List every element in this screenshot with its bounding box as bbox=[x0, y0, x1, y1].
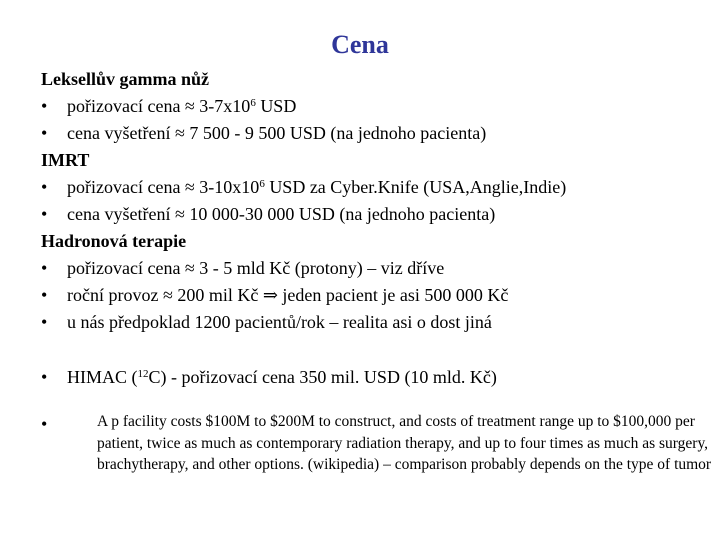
item-text-suffix: C) - pořizovací cena 350 mil. USD (10 mld. Kč) bbox=[148, 367, 497, 387]
item-text: pořizovací cena ≈ 3 - 5 mld Kč (protony) – viz dříve bbox=[67, 258, 445, 278]
list-item bbox=[41, 309, 711, 336]
bullet: • bbox=[41, 312, 48, 332]
exponent: 6 bbox=[259, 178, 265, 190]
item-text: cena vyšetření ≈ 7 500 - 9 500 USD (na jednoho pacienta) bbox=[67, 123, 487, 143]
list-item bbox=[41, 174, 711, 201]
list-item bbox=[41, 255, 711, 282]
bullet: • bbox=[41, 204, 48, 224]
item-text: roční provoz ≈ 200 mil Kč ⇒ jeden pacient je asi 500 000 Kč bbox=[67, 285, 509, 305]
bullet: • bbox=[41, 123, 48, 143]
list-item bbox=[41, 201, 711, 228]
item-text: cena vyšetření ≈ 10 000-30 000 USD (na jednoho pacienta) bbox=[67, 204, 496, 224]
bullet: • bbox=[41, 177, 48, 197]
slide-content bbox=[41, 66, 711, 476]
isotope-mass-number: 12 bbox=[137, 368, 149, 380]
exponent: 6 bbox=[250, 97, 256, 109]
item-text: HIMAC ( bbox=[67, 367, 138, 387]
item-text: A p facility costs $100M to $200M to construct, and costs of treatment range up to $100,000 per patient, twice as much as contemporary radiation therapy, and up to four times as much as surgery, brachytherapy, and other options. (wikipedia) – comparison probably depends on the type of tumor bbox=[97, 413, 712, 473]
bullet: • bbox=[41, 367, 48, 387]
list-item-himac bbox=[41, 364, 711, 391]
section-heading-imrt: IMRT bbox=[41, 150, 90, 170]
section-heading-hadron-therapy: Hadronová terapie bbox=[41, 231, 187, 251]
list-item-proton-cost-note bbox=[41, 411, 711, 476]
section-heading-gamma-knife: Leksellův gamma nůž bbox=[41, 69, 210, 89]
list-item bbox=[41, 282, 711, 309]
item-text-suffix: USD bbox=[255, 96, 297, 116]
slide-title: Cena bbox=[331, 30, 389, 59]
bullet: • bbox=[41, 285, 48, 305]
bullet: • bbox=[41, 96, 48, 116]
item-text-suffix: USD za Cyber.Knife (USA,Anglie,Indie) bbox=[264, 177, 567, 197]
bullet: • bbox=[41, 258, 48, 278]
bullet: • bbox=[41, 414, 48, 434]
list-item bbox=[41, 120, 711, 147]
item-text: u nás předpoklad 1200 pacientů/rok – realita asi o dost jiná bbox=[67, 312, 492, 332]
item-text: pořizovací cena ≈ 3-7x10 bbox=[67, 96, 251, 116]
list-item bbox=[41, 93, 711, 120]
item-text: pořizovací cena ≈ 3-10x10 bbox=[67, 177, 260, 197]
